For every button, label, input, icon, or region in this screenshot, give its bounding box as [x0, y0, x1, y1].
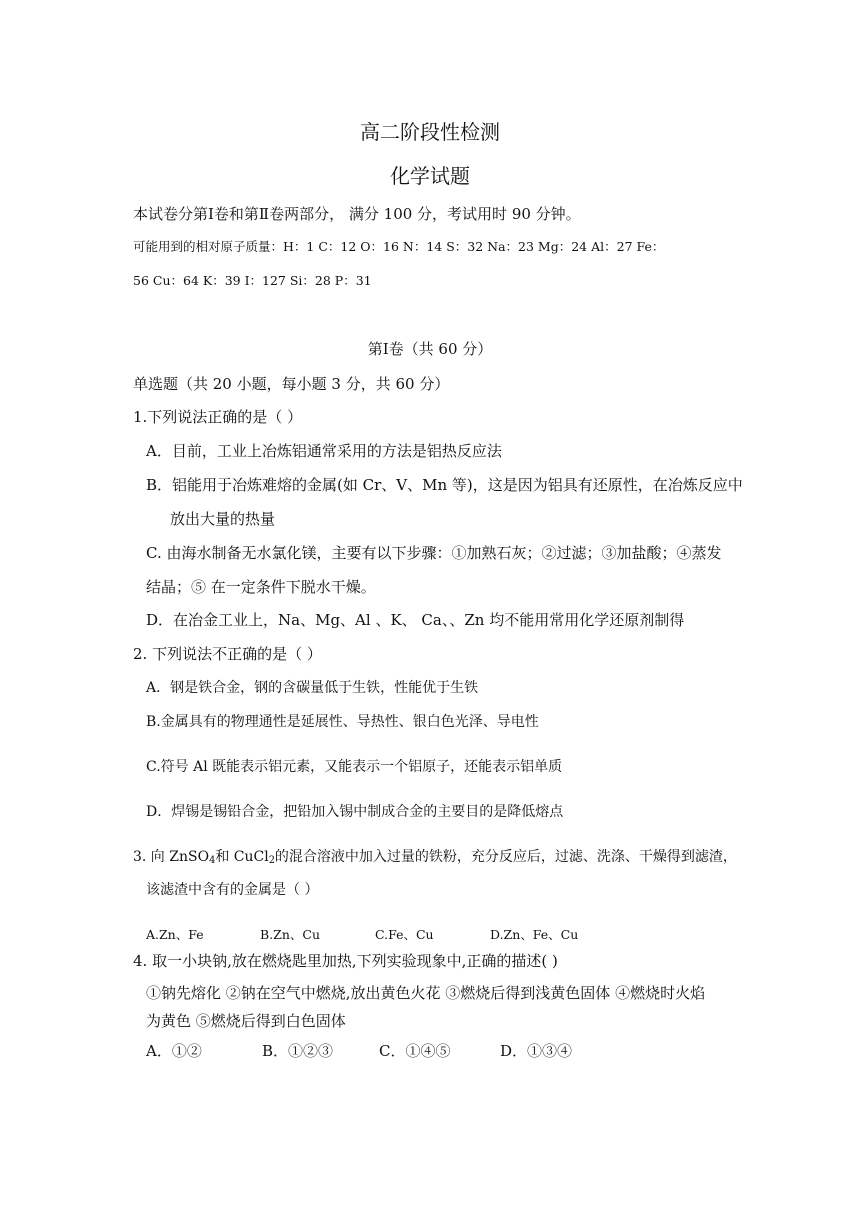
question-4-option-d: D．①③④ [500, 1042, 573, 1060]
question-1-stem: 1.下列说法正确的是（ ） [133, 408, 303, 426]
question-4-statements-continued: 为黄色 ⑤燃烧后得到白色固体 [146, 1012, 346, 1030]
question-3-stem-mid: 和 CuCl [215, 849, 269, 865]
question-1-option-b-continued: 放出大量的热量 [170, 510, 276, 528]
section-title: 第Ⅰ卷（共 60 分） [367, 340, 493, 358]
question-3-option-b: B.Zn、Cu [260, 927, 321, 942]
question-4-option-c: C．①④⑤ [379, 1042, 451, 1060]
question-2-option-b: B.金属具有的物理通性是延展性、导热性、银白色光泽、导电性 [146, 714, 539, 730]
question-2-option-c: C.符号 Al 既能表示铝元素，又能表示一个铝原子，还能表示铝单质 [146, 759, 563, 775]
question-1-option-d: D．在冶金工业上，Na、Mg、Al 、K、 Ca、、Zn 均不能用常用化学还原剂制得 [146, 611, 685, 629]
exam-title: 高二阶段性检测 [360, 120, 500, 144]
chloride-subscript: 2 [268, 855, 275, 866]
question-1-option-b: B．铝能用于冶炼难熔的金属(如 Cr、V、Mn 等)，这是因为铝具有还原性，在冶炼反应中 [146, 476, 743, 494]
question-2-option-d: D．焊锡是锡铅合金，把铅加入锡中制成合金的主要目的是降低熔点 [146, 804, 564, 820]
question-3-stem-post: 的混合溶液中加入过量的铁粉，充分反应后，过滤、洗涤、干燥得到滤渣， [274, 849, 737, 865]
section-instructions: 单选题（共 20 小题，每小题 3 分，共 60 分） [133, 375, 450, 393]
question-4-option-b: B．①②③ [262, 1042, 334, 1060]
question-3-option-c: C.Fe、Cu [375, 927, 434, 942]
question-2-stem: 2. 下列说法不正确的是（ ） [133, 645, 322, 663]
question-2-option-a: A．钢是铁合金，钢的含碳量低于生铁，性能优于生铁 [146, 680, 479, 696]
question-1-option-c-continued: 结晶；⑤ 在一定条件下脱水干燥。 [146, 578, 376, 596]
question-3-option-d: D.Zn、Fe、Cu [490, 927, 579, 942]
exam-subtitle: 化学试题 [390, 164, 470, 188]
question-3-stem [133, 846, 737, 866]
question-3-stem-pre: 3. 向 ZnSO [133, 849, 210, 865]
atomic-masses-line-1: 可能用到的相对原子质量：H：1 C：12 O：16 N：14 S：32 Na：23 Mg：24 Al：27 Fe： [133, 239, 665, 254]
intro-text: 本试卷分第Ⅰ卷和第Ⅱ卷两部分， 满分 100 分，考试用时 90 分钟。 [133, 205, 581, 223]
question-4-stem: 4. 取一小块钠,放在燃烧匙里加热,下列实验现象中,正确的描述( ) [133, 952, 558, 970]
question-1-option-a: A．目前，工业上冶炼铝通常采用的方法是铝热反应法 [146, 442, 502, 460]
question-1-option-c: C. 由海水制备无水氯化镁，主要有以下步骤：①加熟石灰；②过滤；③加盐酸；④蒸发 [146, 544, 722, 562]
sulfate-subscript: 4 [209, 855, 216, 866]
atomic-masses-line-2: 56 Cu：64 K：39 I：127 Si：28 P：31 [133, 273, 372, 288]
question-4-statements: ①钠先熔化 ②钠在空气中燃烧,放出黄色火花 ③燃烧后得到浅黄色固体 ④燃烧时火焰 [146, 984, 706, 1002]
question-3-stem-continued: 该滤渣中含有的金属是（ ） [146, 882, 319, 898]
question-4-option-a: A．①② [146, 1042, 202, 1060]
question-3-option-a: A.Zn、Fe [146, 927, 204, 942]
